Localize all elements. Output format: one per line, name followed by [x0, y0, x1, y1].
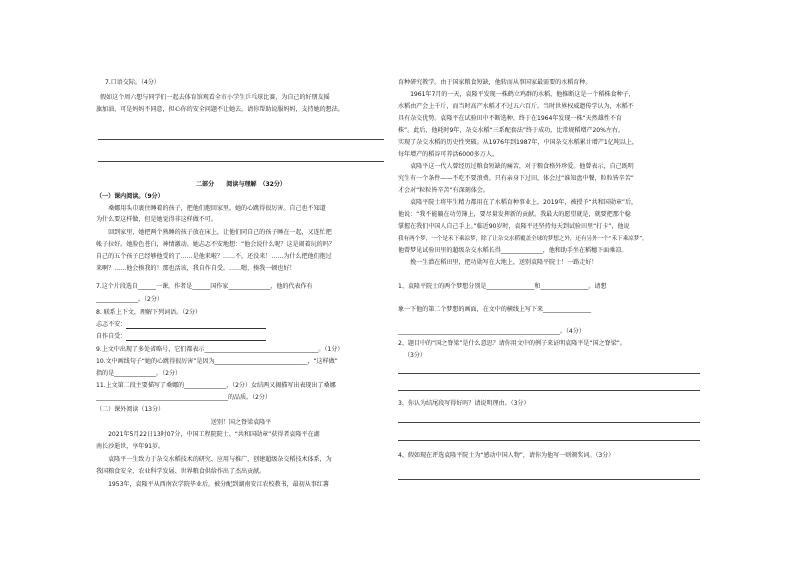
passage1-line: 为什么要这样做，但是她觉得非这样做不可。	[96, 216, 217, 223]
article-line: 2021年5月22日13时07分，中国工程院院士、“共和国勋章”获得者袁隆平在湖	[96, 431, 320, 438]
article-line: 我有两个梦，一个是禾下乘凉梦，除了让杂交水稻覆盖全球的梦想之外，还有另外一个“禾下乘凉梦”。	[398, 236, 648, 242]
q8-answer-blank[interactable]	[126, 322, 266, 329]
passage2-line: 帐子拉好。她脸色苍白，神情激动。她忐忑不安地想：“他会说什么呢？这是闹着玩的吗？	[96, 241, 335, 248]
section2-title: 二部分 阅读与理解 （32分）	[196, 181, 286, 188]
article-line: 实现了杂交水稻的历史性突破。从1976年到1987年，中国杂交水稻累计增产1亿吨以上，	[398, 139, 638, 146]
question-11: 11.上文第二段主要描写了桑娜的______________，（2分）女结两又揭描写出表现出了桑娜	[96, 382, 336, 389]
question-3: 3、你认为结尾段写得好吗？请说明理由。（3分）	[398, 400, 530, 407]
answer-line[interactable]	[398, 422, 700, 423]
answer-line[interactable]	[398, 440, 700, 441]
question-1-cont: ______________________________________________________。（4分）	[398, 328, 585, 335]
article-line: 南长沙逝世，享年91岁。	[96, 443, 165, 450]
q8-answer-blank[interactable]	[126, 334, 266, 341]
question-7-cont: ______________。（2分）	[96, 296, 163, 303]
answer-line[interactable]	[398, 479, 700, 480]
question-1: 1、袁隆平院士的两个梦想分别是________________和________________。请想	[398, 283, 607, 290]
reading1-title: （一）课内阅读。（9分）	[96, 193, 164, 200]
q8-term-a-label: 忐忑不安：	[96, 321, 127, 328]
article-line: 1961年7月的一天，袁隆平发现一株鹤立鸡群的水稻，他推断这是一个稻株食种子，	[398, 91, 635, 98]
question-11-cont: ____________________________________________的品质。（2分）	[96, 394, 271, 401]
passage2-line: 来啊？……他会揍我的！那也活该，我自作自受。……嗯，揍我一顿也好！	[96, 265, 296, 272]
question-10-cont: 指的是______________。（2分）	[96, 370, 182, 377]
question-2: 2、题目中的“国之脊梁”是什么意思？请你用文中的例子来证明袁隆平是“国之脊梁”。	[398, 340, 626, 347]
answer-line[interactable]	[398, 373, 700, 374]
article-line: 我国粮食安全、农业科学发展、世界粮食供给作出了杰出贡献。	[96, 468, 266, 475]
answer-line[interactable]	[98, 161, 384, 162]
article-line: 每年增产的稻谷可养活6000多万人。	[398, 151, 498, 158]
article-line: 1953年，袁隆平从西南农学院毕业后，被分配到湖南安江农校教书，最初从事红薯	[96, 481, 329, 488]
article-line: 株”。此后，他耗时9年，杂交水稻“三系配套法”终于成功，比常规稻增产20%左右，	[398, 127, 624, 134]
passage1-line: 桑娜用头巾裹住睡着的孩子，把他们抱回家里。她的心跳得很厉害。自己也不知道	[96, 205, 326, 212]
article-line: 育种研究教学。由于国家粮食短缺，他转而从事国家最需要的水稻育种。	[398, 79, 592, 86]
q8-term-b-label: 自作自受：	[96, 333, 127, 340]
article-line: 水稻由产会上千斤，而当时高产水稻才不过五六百斤。当时世界权威遗传学认为，水稻不	[398, 103, 634, 110]
article-line: 究生有一个条件——不吃不要浪费。只有亲身下过田，体会过“谁知盘中餐，粒粒皆辛苦”	[398, 175, 634, 182]
article-line: 他曾梦见试验田里的超级杂交水稻长得______________，他和助手坐在稻穗下面乘凉。	[398, 247, 628, 254]
reading2-title: （二）课外阅读（13分）	[96, 406, 165, 413]
article-line: 掌握在我们中国人自己手上。”临近90岁时，袁隆平还坚持每天到试验田里“打卡”，他说	[398, 223, 630, 230]
passage2-line: 自己的五个孩子已经够他受的了……是他来啦？……不，还没来！……为什么把他们抱过	[96, 253, 332, 260]
article-title: 送别！国之脊梁袁隆平	[210, 419, 272, 426]
question-8: 8. 联系上下文，理解下列词语。（2分）	[96, 309, 202, 316]
q7-text-line: 假如这个周六想与同学们一起去体育馆观看全市小学生乒乓球比赛，为自己的好朋友摇	[100, 94, 330, 101]
question-4: 4、假如现在评选袁隆平院士为“感动中国人物”，请你为他写一则颁奖词。（3分）	[398, 452, 615, 459]
article-line: 才会对“粒粒皆辛苦”有深刻体会。	[398, 187, 489, 194]
q7-oral-title: 7.口语交际。（4分）	[105, 79, 160, 86]
article-line: 袁隆平院士将毕生精力都用在了水稻育种事业上。2019年，被授予“共和国勋章”后，	[398, 199, 638, 206]
article-line: 袁隆平这一代人曾经历过粮食短缺的痛苦，对于粮食格外珍爱。他曾表示，自己既明	[398, 163, 634, 170]
question-7: 7.这个片段选自______一课，作者是______国作家______________，他的代表作有	[96, 283, 313, 290]
passage2-line: 回到家里，她把两个熟睡的孩子放在床上，让他们同自己的孩子睡在一起，又连忙把	[96, 229, 332, 236]
article-line: 挽一生潜在稻田里，把功勋写在大地上，送别袁隆平院士！一路走好！	[398, 259, 598, 266]
question-9: 9.上文中出现了多处省略号，它们都表示______________________________________。（1分）	[96, 346, 344, 353]
article-line: 他说：“我不能躺在功劳簿上，要尽量发挥新的贡献。我最大的愿望就是，就要把那个稳	[398, 211, 631, 218]
q8-term-b	[96, 333, 266, 341]
answer-line[interactable]	[398, 390, 700, 391]
q8-term-a	[96, 321, 266, 329]
q7-text-line: 旗加油，可是妈妈不同意，担心你的安全问题不让她去。请你帮助说服妈妈，支持她的想法。	[96, 106, 344, 113]
article-line: 袁隆平一生致力于杂交水稻技术的研究、应用与推广，创建超级杂交稻技术体系，为	[96, 456, 332, 463]
article-line: 具有杂交优势。袁隆平在试验田中不断选种，终于在1964年发现一株“天然雄性不育	[398, 115, 622, 122]
question-1-cont: 象一下他的第二个梦想的画面，在文中的横线上写下来________________	[398, 306, 592, 313]
question-2-score: （3分）	[404, 352, 426, 359]
answer-line[interactable]	[98, 139, 384, 140]
question-10: 10.文中画线句子“她的心跳得很厉害”是因为_______________________________，“这样做”	[96, 358, 338, 365]
